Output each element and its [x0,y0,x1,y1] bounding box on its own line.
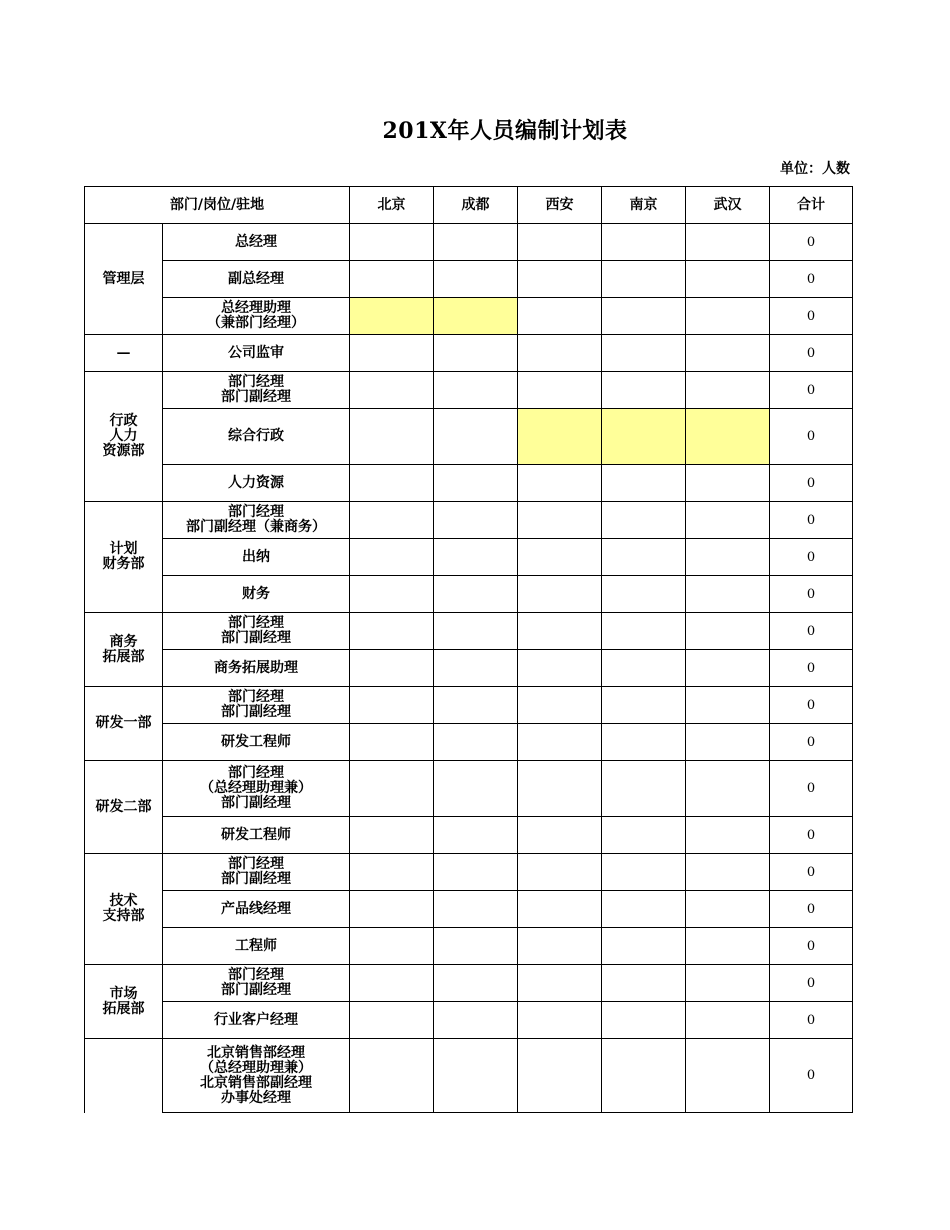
department-name: 商务 拓展部 [85,613,163,687]
row-total: 0 [770,761,853,817]
unit-label: 单位：人数 [780,161,850,177]
headcount-cell[interactable] [350,1039,434,1113]
headcount-cell[interactable] [602,576,686,613]
headcount-cell[interactable] [434,687,518,724]
headcount-cell[interactable] [602,650,686,687]
row-total: 0 [770,576,853,613]
department-name: — [85,335,163,372]
header-total: 合计 [770,187,853,224]
headcount-cell[interactable] [350,613,434,650]
headcount-cell[interactable] [350,854,434,891]
table-row [85,372,853,409]
headcount-cell[interactable] [686,1002,770,1039]
row-total: 0 [770,965,853,1002]
headcount-cell[interactable] [602,761,686,817]
row-total: 0 [770,687,853,724]
headcount-cell[interactable] [434,928,518,965]
table-row [85,613,853,650]
row-total: 0 [770,502,853,539]
position-name: 研发工程师 [163,817,350,854]
headcount-cell[interactable] [602,298,686,335]
row-total: 0 [770,539,853,576]
row-total: 0 [770,854,853,891]
headcount-cell[interactable] [350,224,434,261]
row-total: 0 [770,261,853,298]
headcount-cell[interactable] [602,891,686,928]
table-row [85,724,853,761]
headcount-cell[interactable] [602,465,686,502]
headcount-cell[interactable] [686,465,770,502]
headcount-cell[interactable] [518,650,602,687]
headcount-cell[interactable] [686,761,770,817]
headcount-cell[interactable] [434,539,518,576]
headcount-cell[interactable] [602,409,686,465]
headcount-cell[interactable] [434,1039,518,1113]
department-name [85,1039,163,1113]
position-name: 部门经理 部门副经理 [163,687,350,724]
row-total: 0 [770,724,853,761]
table-row [85,502,853,539]
position-name: 总经理助理 （兼部门经理） [163,298,350,335]
headcount-cell[interactable] [602,224,686,261]
department-name: 计划 财务部 [85,502,163,613]
table-row [85,1039,853,1113]
department-name: 技术 支持部 [85,854,163,965]
page-title: 201X年人员编制计划表 [382,118,628,144]
row-total: 0 [770,1039,853,1113]
headcount-cell[interactable] [434,650,518,687]
headcount-cell[interactable] [434,502,518,539]
headcount-cell[interactable] [518,724,602,761]
department-name: 市场 拓展部 [85,965,163,1039]
table-row [85,298,853,335]
headcount-cell[interactable] [602,613,686,650]
table-row [85,224,853,261]
table-row [85,891,853,928]
position-name: 研发工程师 [163,724,350,761]
headcount-cell[interactable] [518,576,602,613]
position-name: 商务拓展助理 [163,650,350,687]
headcount-cell[interactable] [350,724,434,761]
headcount-cell[interactable] [350,928,434,965]
headcount-cell[interactable] [434,335,518,372]
table-row [85,465,853,502]
headcount-cell[interactable] [602,335,686,372]
headcount-cell[interactable] [602,965,686,1002]
headcount-cell[interactable] [518,465,602,502]
row-total: 0 [770,372,853,409]
headcount-cell[interactable] [686,1039,770,1113]
headcount-cell[interactable] [434,891,518,928]
table-row [85,854,853,891]
headcount-cell[interactable] [434,224,518,261]
position-name: 出纳 [163,539,350,576]
headcount-cell[interactable] [518,1002,602,1039]
headcount-cell[interactable] [602,1002,686,1039]
headcount-cell[interactable] [686,928,770,965]
headcount-cell[interactable] [350,372,434,409]
table-row [85,409,853,465]
department-name: 管理层 [85,224,163,335]
headcount-cell[interactable] [602,1039,686,1113]
table-row [85,687,853,724]
table-row [85,335,853,372]
position-name: 北京销售部经理 （总经理助理兼） 北京销售部副经理 办事处经理 [163,1039,350,1113]
headcount-cell[interactable] [434,965,518,1002]
row-total: 0 [770,650,853,687]
headcount-cell[interactable] [518,261,602,298]
row-total: 0 [770,298,853,335]
headcount-cell[interactable] [602,817,686,854]
headcount-cell[interactable] [686,965,770,1002]
department-name: 研发一部 [85,687,163,761]
department-name: 行政 人力 资源部 [85,372,163,502]
position-name: 部门经理 部门副经理 [163,613,350,650]
headcount-cell[interactable] [686,298,770,335]
row-total: 0 [770,335,853,372]
headcount-cell[interactable] [434,465,518,502]
headcount-cell[interactable] [686,817,770,854]
header-city-beijing: 北京 [350,187,434,224]
headcount-cell[interactable] [686,261,770,298]
headcount-cell[interactable] [350,335,434,372]
headcount-cell[interactable] [686,372,770,409]
headcount-cell[interactable] [602,502,686,539]
row-total: 0 [770,891,853,928]
header-row [85,187,853,224]
headcount-cell[interactable] [518,409,602,465]
headcount-cell[interactable] [518,335,602,372]
headcount-cell[interactable] [686,650,770,687]
headcount-cell[interactable] [686,335,770,372]
headcount-cell[interactable] [518,224,602,261]
headcount-cell[interactable] [602,724,686,761]
table-row [85,261,853,298]
position-name: 财务 [163,576,350,613]
headcount-cell[interactable] [434,1002,518,1039]
headcount-cell[interactable] [686,409,770,465]
headcount-cell[interactable] [350,298,434,335]
headcount-cell[interactable] [686,224,770,261]
position-name: 部门经理 部门副经理（兼商务） [163,502,350,539]
headcount-cell[interactable] [434,724,518,761]
headcount-cell[interactable] [350,817,434,854]
table-row [85,817,853,854]
department-name: 研发二部 [85,761,163,854]
headcount-cell[interactable] [602,854,686,891]
position-name: 部门经理 部门副经理 [163,965,350,1002]
headcount-cell[interactable] [686,687,770,724]
headcount-cell[interactable] [518,854,602,891]
headcount-cell[interactable] [434,613,518,650]
headcount-cell[interactable] [686,891,770,928]
headcount-cell[interactable] [686,539,770,576]
row-total: 0 [770,928,853,965]
headcount-cell[interactable] [518,965,602,1002]
position-name: 行业客户经理 [163,1002,350,1039]
headcount-cell[interactable] [350,576,434,613]
headcount-cell[interactable] [350,539,434,576]
row-total: 0 [770,613,853,650]
headcount-cell[interactable] [518,502,602,539]
headcount-cell[interactable] [434,409,518,465]
position-name: 工程师 [163,928,350,965]
headcount-cell[interactable] [518,372,602,409]
table-row [85,965,853,1002]
row-total: 0 [770,465,853,502]
headcount-cell[interactable] [518,928,602,965]
headcount-cell[interactable] [602,261,686,298]
headcount-cell[interactable] [434,372,518,409]
headcount-cell[interactable] [518,298,602,335]
headcount-cell[interactable] [518,891,602,928]
headcount-cell[interactable] [602,372,686,409]
headcount-cell[interactable] [518,687,602,724]
headcount-cell[interactable] [686,724,770,761]
position-name: 公司监审 [163,335,350,372]
position-name: 部门经理 部门副经理 [163,372,350,409]
headcount-cell[interactable] [350,687,434,724]
table-row [85,650,853,687]
headcount-cell[interactable] [434,261,518,298]
headcount-cell[interactable] [434,761,518,817]
position-name: 副总经理 [163,261,350,298]
headcount-cell[interactable] [602,687,686,724]
headcount-cell[interactable] [686,613,770,650]
position-name: 部门经理 （总经理助理兼） 部门副经理 [163,761,350,817]
headcount-cell[interactable] [518,817,602,854]
headcount-cell[interactable] [518,613,602,650]
headcount-cell[interactable] [518,1039,602,1113]
staffing-table [84,186,853,1113]
position-name: 部门经理 部门副经理 [163,854,350,891]
headcount-cell[interactable] [434,576,518,613]
headcount-cell[interactable] [518,761,602,817]
table-row [85,928,853,965]
header-dept-pos: 部门/岗位/驻地 [85,187,350,224]
headcount-cell[interactable] [350,891,434,928]
table-row [85,576,853,613]
position-name: 产品线经理 [163,891,350,928]
row-total: 0 [770,1002,853,1039]
headcount-cell[interactable] [518,539,602,576]
headcount-cell[interactable] [686,576,770,613]
headcount-cell[interactable] [434,817,518,854]
header-city-wuhan: 武汉 [686,187,770,224]
headcount-cell[interactable] [434,854,518,891]
position-name: 人力资源 [163,465,350,502]
headcount-cell[interactable] [350,761,434,817]
headcount-cell[interactable] [350,465,434,502]
header-city-nanjing: 南京 [602,187,686,224]
row-total: 0 [770,224,853,261]
position-name: 综合行政 [163,409,350,465]
headcount-cell[interactable] [350,261,434,298]
position-name: 总经理 [163,224,350,261]
table-row [85,539,853,576]
row-total: 0 [770,409,853,465]
headcount-cell[interactable] [350,409,434,465]
headcount-cell[interactable] [350,965,434,1002]
row-total: 0 [770,817,853,854]
headcount-cell[interactable] [602,539,686,576]
table-row [85,761,853,817]
headcount-cell[interactable] [686,502,770,539]
headcount-cell[interactable] [350,502,434,539]
headcount-cell[interactable] [686,854,770,891]
header-city-xian: 西安 [518,187,602,224]
headcount-cell[interactable] [602,928,686,965]
headcount-cell[interactable] [434,298,518,335]
headcount-cell[interactable] [350,650,434,687]
table-row [85,1002,853,1039]
headcount-cell[interactable] [350,1002,434,1039]
header-city-chengdu: 成都 [434,187,518,224]
